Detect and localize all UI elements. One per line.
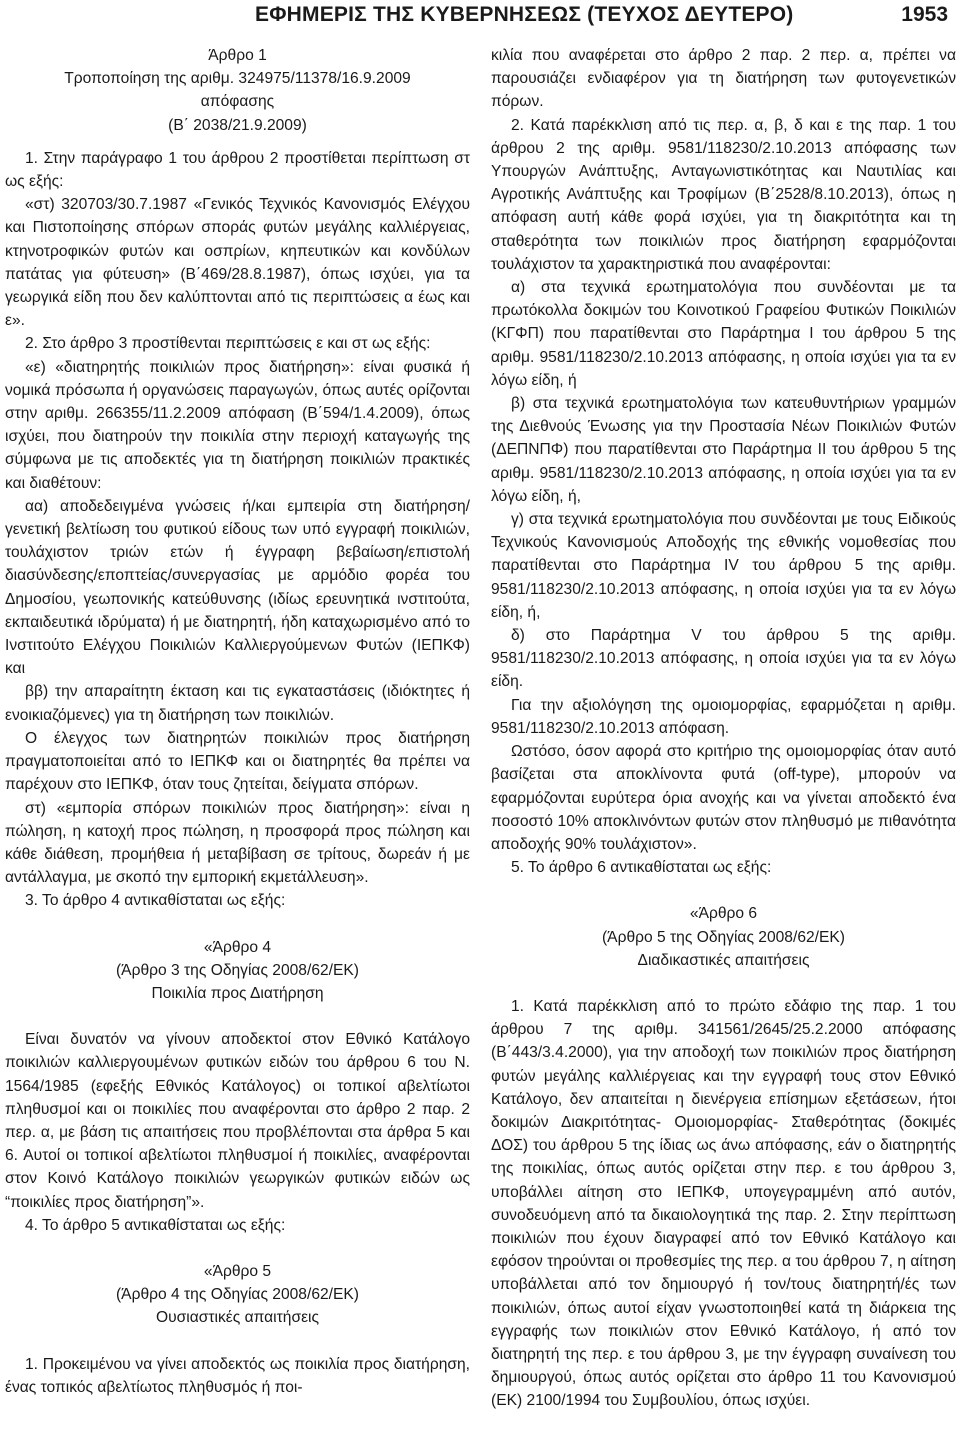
article-1-heading <box>5 44 470 137</box>
article-6-heading <box>491 902 956 972</box>
paragraph: ββ) την απαραίτητη έκταση και τις εγκαταστάσεις (ιδιόκτητες ή ενοικιαζόμενες) για τη διατήρηση των ποικιλιών. <box>5 683 470 724</box>
heading-line: (Β΄ 2038/21.9.2009) <box>168 116 307 134</box>
heading-line: απόφασης <box>200 93 275 111</box>
heading-line: Ουσιαστικές απαιτήσεις <box>155 1309 320 1327</box>
paragraph: 3. Το άρθρο 4 αντικαθίσταται ως εξής: <box>25 892 286 910</box>
paragraph: κιλία που αναφέρεται στο άρθρο 2 παρ. 2 περ. α, πρέπει να παρουσιάζει ενδιαφέρον για τη διατήρηση των φυτογενετικών πόρων. <box>491 47 956 111</box>
paragraph: 2. Στο άρθρο 3 προστίθενται περιπτώσεις ε και στ ως εξής: <box>25 335 431 353</box>
page-header <box>0 0 960 36</box>
heading-line: Άρθρο 1 <box>208 47 267 64</box>
heading-line: «Άρθρο 4 <box>203 938 272 956</box>
heading-line: Ποικιλία προς Διατήρηση <box>151 984 324 1002</box>
heading-line: «Άρθρο 5 <box>203 1262 272 1280</box>
paragraph: 1. Στην παράγραφο 1 του άρθρου 2 προστίθεται περίπτωση στ ως εξής: <box>5 149 470 191</box>
heading-line: Τροποποίηση της αριθμ. 324975/11378/16.9.2009 <box>64 70 411 88</box>
paragraph: Είναι δυνατόν να γίνουν αποδεκτοί στον Εθνικό Κατάλογο ποικιλιών καλλιεργουμένων φυτικών ειδών του άρθρου 6 του Ν. 1564/1985 (εφεξής Εθνικός Κατάλογος) οι τοπικοί αβελτίωτοι πληθυσμοί και οι ποικιλίες που αναφέρονται στο άρθρο 2 παρ. 2 περ. α, με βάση τις απαιτήσεις που προβλέπονται στα άρθρα 5 και 6. Αυτοί οι τοπικοί αβελτίωτοι πληθυσμοί ή ποικιλίες, αναφέρονται στον Κοινό Κατάλογο ποικιλιών γεωργικών φυτικών ειδών ως “ποικιλίες προς διατήρηση”». <box>5 1031 470 1211</box>
page-number: 1953 <box>901 3 948 26</box>
paragraph: δ) στο Παράρτημα V του άρθρου 5 της αριθμ. 9581/118230/2.10.2013 απόφασης, η οποία ισχύει για τα εν λόγω είδη. <box>491 627 956 691</box>
paragraph: 5. Το άρθρο 6 αντικαθίσταται ως εξής: <box>511 859 772 877</box>
paragraph: α) στα τεχνικά ερωτηματολόγια που συνδέονται με τα πρωτόκολλα δοκιμών του Κοινοτικού Γραφείου Φυτικών Ποικιλιών (ΚΓΦΠ) που παρατίθενται στο Παράρτημα Ι του άρθρου 5 της αριθμ. 9581/118230/2.10.2013 απόφασης, η οποία ισχύει για τα εν λόγω είδη, ή <box>491 279 956 389</box>
heading-line: (Άρθρο 5 της Οδηγίας 2008/62/ΕΚ) <box>601 928 845 946</box>
heading-line: Διαδικαστικές απαιτήσεις <box>637 951 810 969</box>
paragraph: αα) αποδεδειγμένα γνώσεις ή/και εμπειρία στη διατήρηση/γενετική βελτίωση του φυτικού είδους των υπό εγγραφή ποικιλιών, τουλάχιστον τριών ετών ή έγγραφη βεβαίωση/επιστολή διασύνδεσης/εποπτείας/συνεργασίας με αρμόδιο φορέα του Δημοσίου, γεωπονικής κατεύθυνσης (ιδίως ερευνητικά ινστιτούτα, εκπαιδευτικά ιδρύματα) ή με διατηρητή, ήδη καταχωρισμένο από το Ινστιτούτο Ελέγχου Ποικιλιών Καλλιεργούμενων Φυτών (ΙΕΠΚΦ) και <box>5 497 470 678</box>
heading-line: (Άρθρο 4 της Οδηγίας 2008/62/ΕΚ) <box>115 1286 359 1304</box>
right-column <box>491 44 956 1428</box>
paragraph: β) στα τεχνικά ερωτηματολόγια των κατευθυντήριων γραμμών της Διεθνούς Ένωσης για την Προστασία Νέων Ποικιλιών Φυτών (ΔΕΠΝΠΦ) που παρατίθενται στο Παράρτημα ΙΙ του άρθρου 5 της αριθμ. 9581/118230/2.10.2013 απόφασης, η οποία ισχύει για τα εν λόγω είδη, ή, <box>491 395 956 505</box>
paragraph: Ο έλεγχος των διατηρητών ποικιλιών προς διατήρηση πραγματοποιείται από το ΙΕΠΚΦ και οι διατηρητές θα πρέπει να παρέχουν στο ΙΕΠΚΦ, όταν τους ζητείται, δείγματα σπόρων. <box>5 729 470 794</box>
paragraph: Για την αξιολόγηση της ομοιομορφίας, εφαρμόζεται η αριθμ. 9581/118230/2.10.2013 απόφαση. <box>491 696 956 737</box>
paragraph: «στ) 320703/30.7.1987 «Γενικός Τεχνικός Κανονισμός Ελέγχου και Πιστοποίησης σπόρων σποράς φυτών μεγάλης καλλιέργειας, κτηνοτροφικών φυτών και οσπρίων, κηπευτικών και κονδύλων πατάτας για φύτευση» (Β΄469/28.8.1987), όπως ισχύει, για τα γεωργικά είδη που δεν καλύπτονται από τις περιπτώσεις α έως και ε». <box>5 196 470 330</box>
paragraph: 2. Κατά παρέκκλιση από τις περ. α, β, δ και ε της παρ. 1 του άρθρου 2 της αριθμ. 9581/118230/2.10.2013 απόφασης των Υπουργών Ανάπτυξης, Ανταγωνιστικότητας και Ναυτιλίας και Αγροτικής Ανάπτυξης και Τροφίμων (Β΄2528/8.10.2013), όπως η απόφαση αυτή κάθε φορά ισχύει, για τη διακριτότητα και τη σταθερότητα των ποικιλιών προς διατήρηση εφαρμόζονται τουλάχιστον τα χαρακτηριστικά που αναφέρονται: <box>491 116 956 273</box>
paragraph: 4. Το άρθρο 5 αντικαθίσταται ως εξής: <box>25 1216 286 1234</box>
heading-line: (Άρθρο 3 της Οδηγίας 2008/62/ΕΚ) <box>115 961 359 979</box>
paragraph: στ) «εμπορία σπόρων ποικιλιών προς διατήρηση»: είναι η πώληση, η κατοχή προς πώληση, η προσφορά προς πώληση και κάθε διάθεση, προμήθεια ή μεταβίβαση σε τρίτους, δωρεάν ή με αντάλλαγμα, με σκοπό την εμπορική εκμετάλλευση». <box>5 799 470 887</box>
paragraph: «ε) «διατηρητής ποικιλιών προς διατήρηση»: είναι φυσικά ή νομικά πρόσωπα ή οργανώσεις παραγωγών, όπως αυτές ορίζονται στην αριθμ. 266355/11.2.2009 απόφαση (Β΄594/1.4.2009), όπως ισχύει, που διατηρούν την ποικιλία στην περιοχή καταγωγής της σύμφωνα με τις αποδεκτές για τη διατήρηση ποικιλιών πρακτικές και διαθέτουν: <box>5 358 470 492</box>
article-5-heading <box>5 1260 470 1330</box>
paragraph: Ωστόσο, όσον αφορά στο κριτήριο της ομοιομορφίας όταν αυτό βασίζεται στα αποκλίνοντα φυτά (off-type), μπορούν να εφαρμόζονται ευρύτερα όρια ανοχής και να γίνεται αποδεκτό ένα ποσοστό 10% αποκλινόντων φυτών στον πληθυσμό με πιθανότητα αποδοχής 90% τουλάχιστον». <box>491 743 956 853</box>
paragraph: 1. Προκειμένου να γίνει αποδεκτός ως ποικιλία προς διατήρηση, ένας τοπικός αβελτίωτος πληθυσμός ή ποι- <box>5 1355 470 1396</box>
gazette-title: ΕΦΗΜΕΡΙΣ ΤΗΣ ΚΥΒΕΡΝΗΣΕΩΣ (ΤΕΥΧΟΣ ΔΕΥΤΕΡΟ) <box>255 3 794 26</box>
left-column <box>5 44 470 1428</box>
article-4-heading <box>5 936 470 1006</box>
paragraph: 1. Κατά παρέκκλιση από το πρώτο εδάφιο της παρ. 1 του άρθρου 7 της αριθμ. 341561/2645/25.2.2000 απόφασης (Β΄443/3.4.2000), για την αποδοχή των ποικιλιών προς διατήρηση φυτών μεγάλης καλλιέργειας και την εγγραφή τους στον Εθνικό Κατάλογο, δεν απαιτείται η διενέργεια επίσημων εξετάσεων, ήτοι δοκιμών Διακριτότητας- Ομοιομορφίας- Σταθερότητας (δοκιμές ΔΟΣ) του άρθρου 5 της ίδιας ως άνω απόφασης, εάν ο διατηρητής της ποικιλίας, όπως αυτός ορίζεται στην περ. ε του άρθρου 3, υποβάλλει αίτηση στο ΙΕΠΚΦ, υπογεγραμμένη από αυτόν, συνοδευόμενη από τα δικαιολογητικά της παρ. 2. Στην περίπτωση ποικιλιών που έχουν διαγραφεί από τον Εθνικό Κατάλογο και εφόσον τηρούνται οι προθεσμίες της περ. α του άρθρου 7, η αίτηση υποβάλλεται από τον δημιουργό ή τον/τους διατηρητή/ές των ποικιλιών, όπως αυτοί είχαν γνωστοποιηθεί κατά τη διάρκεια της εγγραφής των ποικιλιών στον Εθνικό Κατάλογο, ή από τον διατηρητή της περ. ε του άρθρου 3, με την έγγραφη συναίνεση του δημιουργού, όπως αυτός ορίζεται στο άρθρο 11 του Κανονισμού (ΕΚ) 2100/1994 του Συμβουλίου, όπως ισχύει. <box>491 997 956 1410</box>
heading-line: «Άρθρο 6 <box>689 905 758 923</box>
paragraph: γ) στα τεχνικά ερωτηματολόγια που συνδέονται με τους Ειδικούς Τεχνικούς Κανονισμούς Αποδοχής της εθνικής νομοθεσίας που παρατίθενται στο Παράρτημα ΙV του άρθρου 5 της αριθμ. 9581/118230/2.10.2013 απόφασης, η οποία ισχύει για τα εν λόγω είδη, ή, <box>491 511 956 621</box>
